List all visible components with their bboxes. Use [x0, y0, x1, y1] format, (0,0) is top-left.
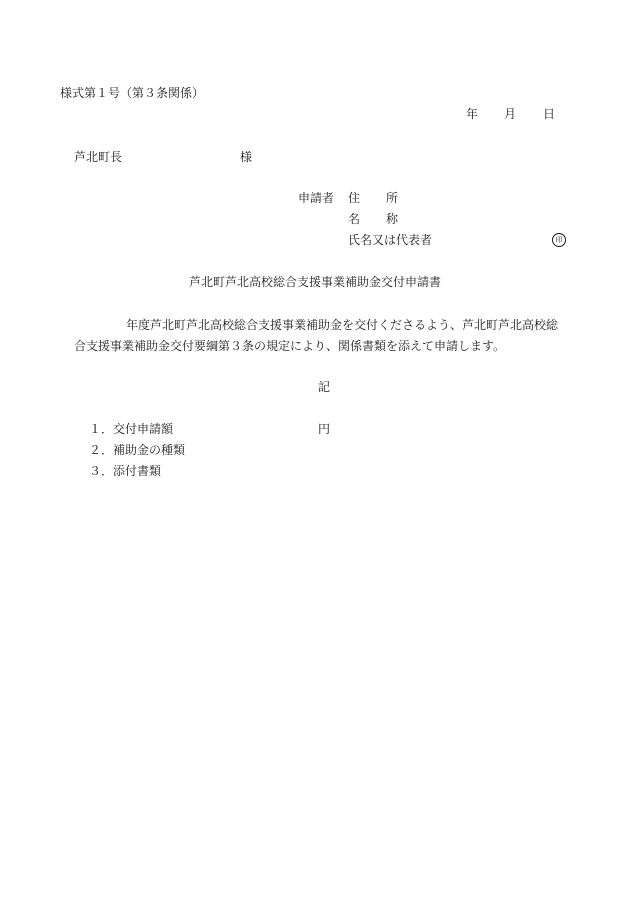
name-label-1: 名: [348, 212, 361, 226]
document-title: 芦北町芦北高校総合支援事業補助金交付申請書: [189, 275, 442, 289]
address-label-1: 住: [348, 191, 361, 205]
date-month: 月: [504, 107, 517, 121]
seal-mark: 印: [552, 233, 566, 247]
representative-label: 氏名又は代表者: [348, 233, 433, 247]
addressee-name: 芦北町長: [74, 150, 123, 164]
item-label: 添付書類: [113, 464, 162, 478]
date-year: 年: [466, 107, 479, 121]
item-number: １．: [89, 422, 114, 436]
addressee-honorific: 様: [240, 150, 253, 164]
body-line-1: 年度芦北町芦北高校総合支援事業補助金を交付くださるよう、芦北町芦北高校総: [126, 318, 559, 332]
name-label-2: 称: [386, 212, 399, 226]
item-number: ２．: [89, 443, 114, 457]
item-label: 交付申請額: [113, 422, 174, 436]
body-line-2: 合支援事業補助金交付要綱第３条の規定により、関係書類を添えて申請します。: [74, 339, 506, 353]
applicant-label: 申請者: [298, 191, 335, 205]
address-label-2: 所: [386, 191, 399, 205]
date-day: 日: [543, 107, 556, 121]
ki-heading: 記: [318, 380, 331, 394]
form-number: 様式第１号（第３条関係）: [60, 86, 205, 100]
item-unit: 円: [318, 422, 331, 436]
item-label: 補助金の種類: [113, 443, 186, 457]
item-number: ３．: [89, 464, 114, 478]
